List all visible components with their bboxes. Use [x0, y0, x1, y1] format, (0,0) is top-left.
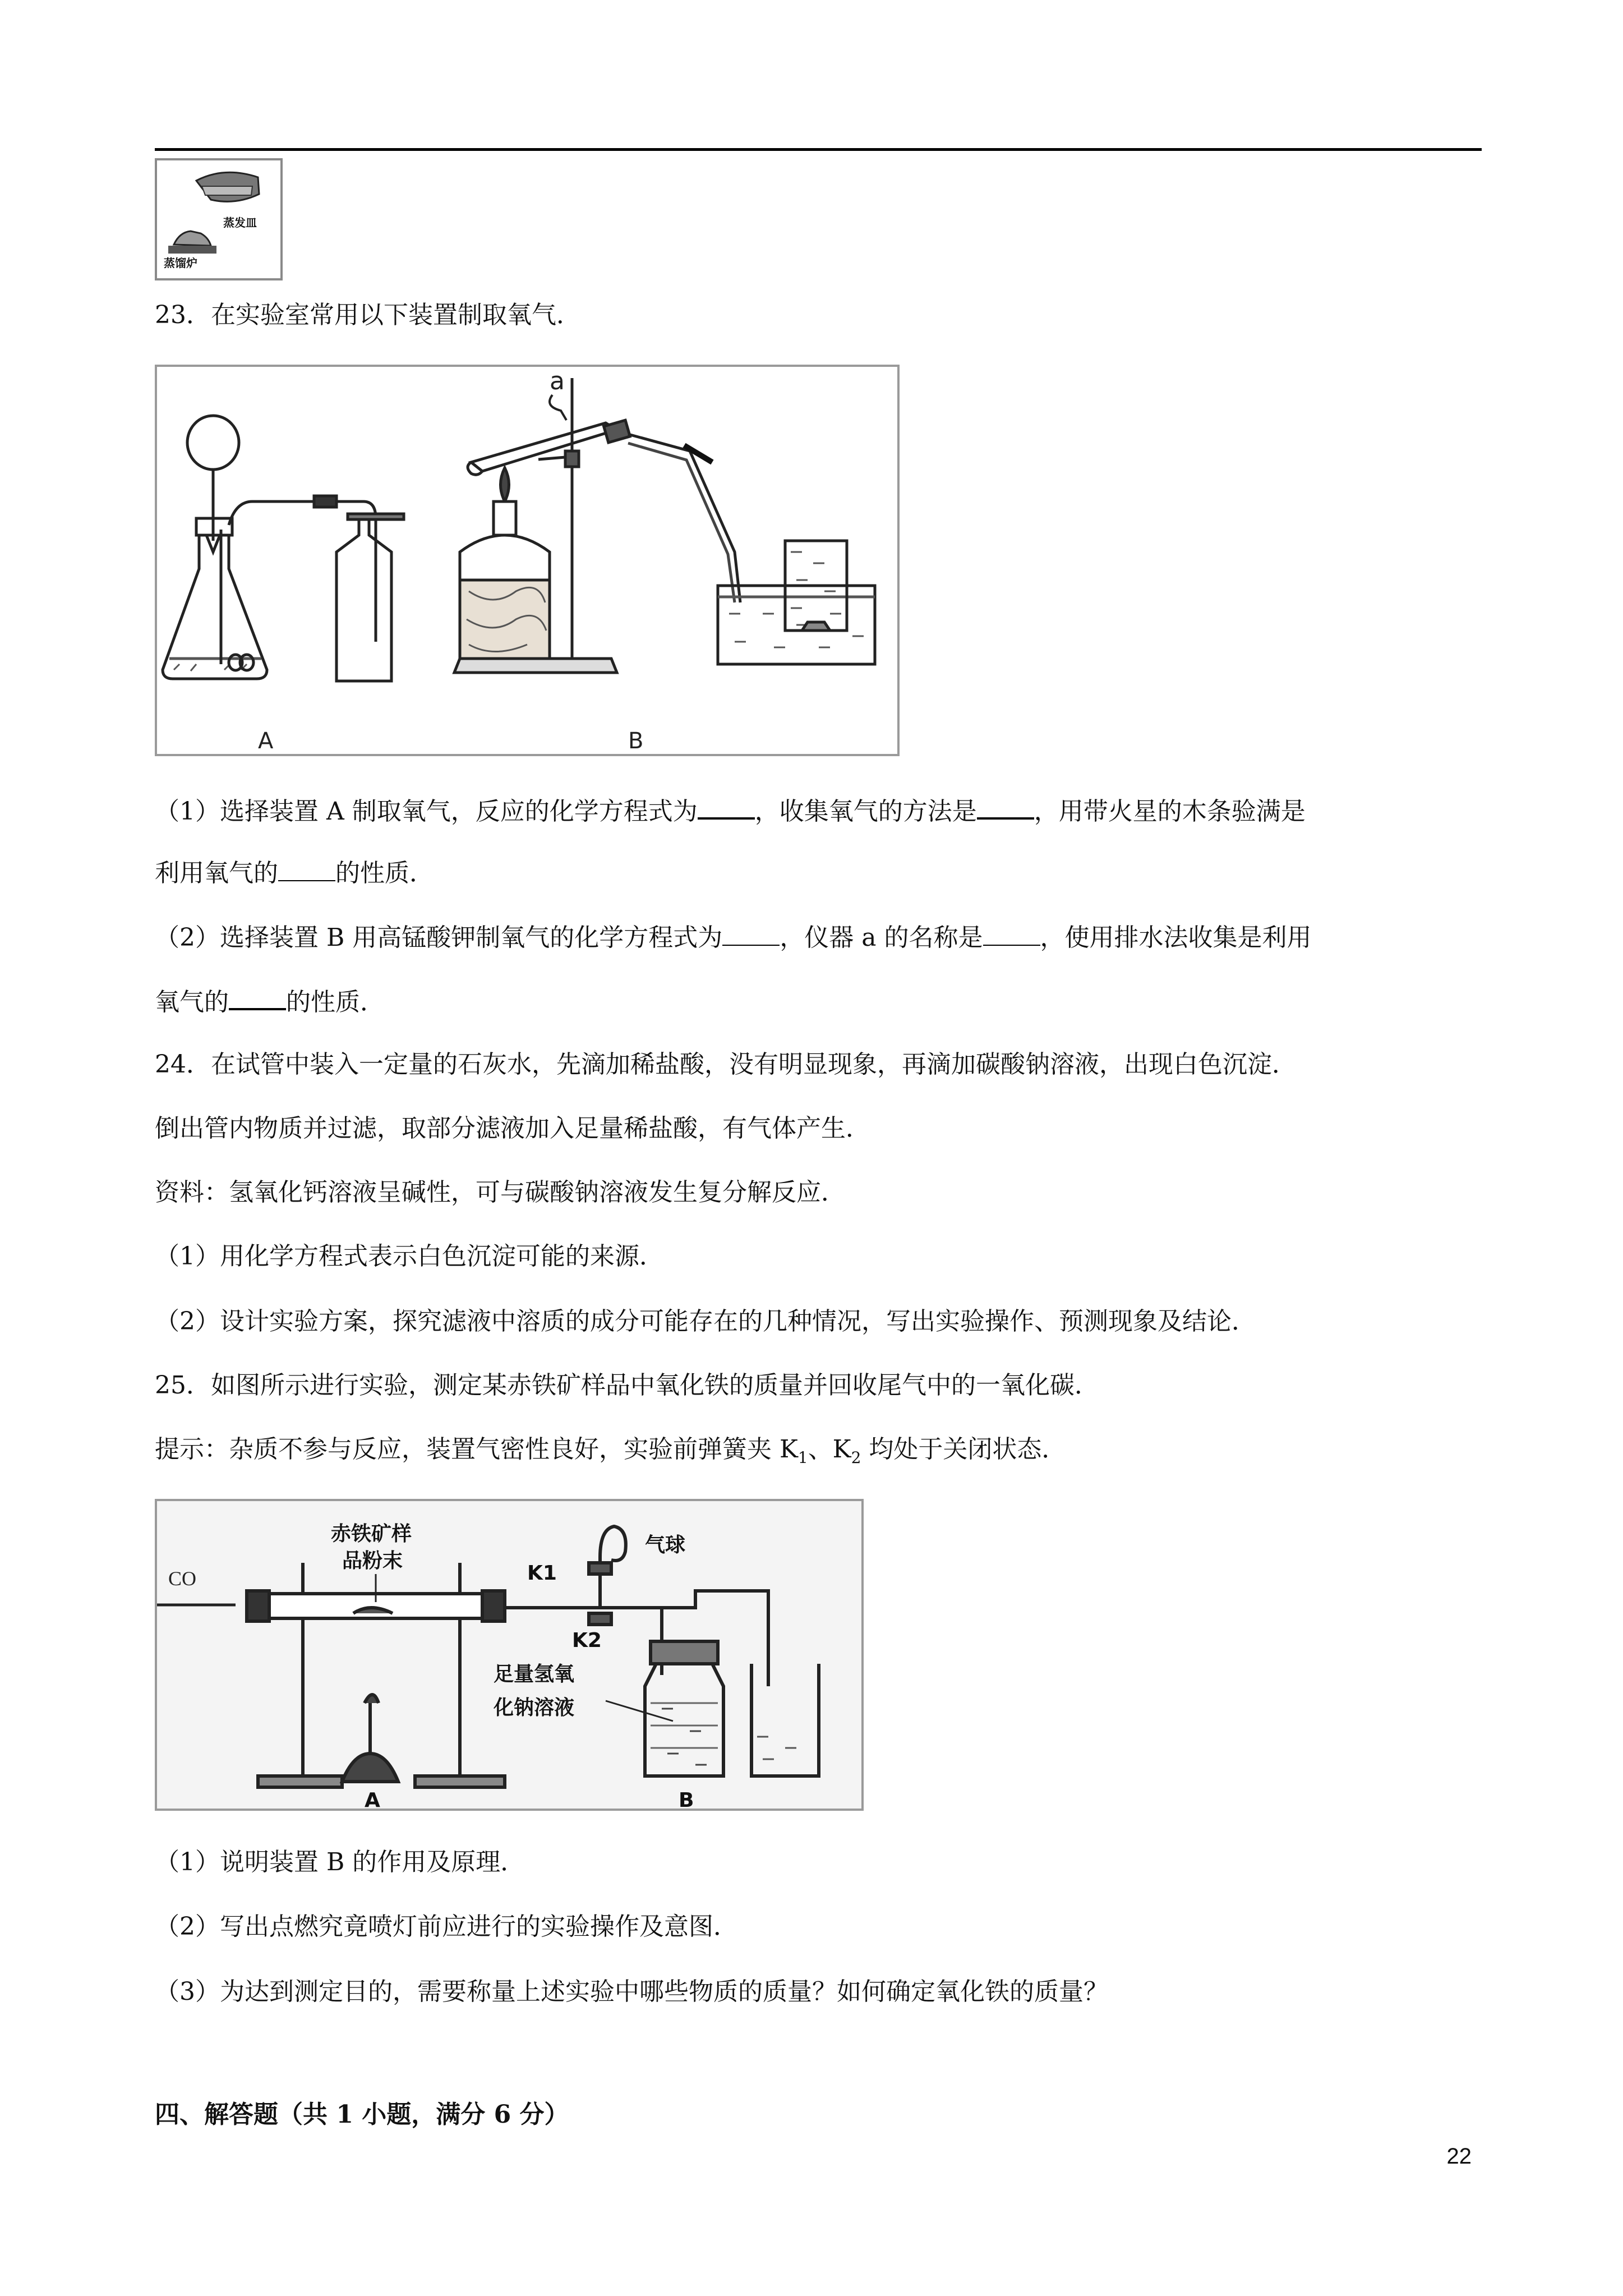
q25-co-label: CO — [168, 1567, 197, 1590]
q23-stem: 23．在实验室常用以下装置制取氧气． — [155, 301, 581, 329]
q23-p2-text-c: ，使用排水法收集是利用 — [1040, 923, 1312, 952]
answer-blank[interactable] — [278, 855, 335, 881]
q25-sample-label-1: 赤铁矿样 — [331, 1522, 412, 1545]
q23-p2-text-b: ，仪器 a 的名称是 — [780, 923, 983, 952]
q25-label-A: A — [365, 1789, 380, 1809]
q23-label-A: A — [258, 728, 274, 754]
q25-sub-1: 1 — [797, 1448, 808, 1467]
q23-part2-line2 — [155, 983, 385, 1019]
q23-p1-text-c: ，用带火星的木条验满是 — [1034, 797, 1306, 826]
q25-line5: （3）为达到测定目的，需要称量上述实验中哪些物质的质量？如何确定氧化铁的质量？ — [155, 1977, 1108, 2006]
q24-line4: （1）用化学方程式表示白色沉淀可能的来源． — [155, 1242, 664, 1271]
q23-p1-text-a: （1）选择装置 A 制取氧气，反应的化学方程式为 — [155, 797, 698, 826]
section-heading: 四、解答题（共 1 小题，满分 6 分） — [155, 2100, 569, 2129]
q23-p1-text-d: 利用氧气的 — [155, 859, 278, 887]
q24-line3: 资料：氢氧化钙溶液呈碱性，可与碳酸钠溶液发生复分解反应． — [155, 1178, 846, 1207]
answer-blank[interactable] — [722, 920, 780, 946]
q24-line2: 倒出管内物质并过滤，取部分滤液加入足量稀盐酸，有气体产生． — [155, 1114, 870, 1143]
q25-sample-label-2: 品粉末 — [342, 1549, 403, 1572]
prev-figure-label-1: 蒸发皿 — [223, 216, 257, 229]
q24-line1: 24．在试管中装入一定量的石灰水，先滴加稀盐酸，没有明显现象，再滴加碳酸钠溶液，出现白色沉淀． — [155, 1050, 1297, 1079]
q23-p1-text-b: ，收集氧气的方法是 — [754, 797, 977, 826]
answer-blank[interactable] — [229, 983, 286, 1010]
q25-line4: （2）写出点燃究竟喷灯前应进行的实验操作及意图． — [155, 1912, 738, 1941]
q25-line2 — [155, 1433, 1066, 1475]
hard-glass-tube-icon — [247, 1574, 505, 1621]
q25-line3: （1）说明装置 B 的作用及原理． — [155, 1848, 525, 1876]
q25-naoh-label-2: 化钠溶液 — [494, 1696, 575, 1719]
q23-p2-text-a: （2）选择装置 B 用高锰酸钾制氧气的化学方程式为 — [155, 923, 723, 952]
q25-hint-a: 提示：杂质不参与反应，装置气密性良好，实验前弹簧夹 K — [155, 1435, 798, 1464]
arrow-a-icon — [550, 395, 566, 420]
q25-k1-label: K1 — [527, 1562, 557, 1585]
q23-p2-text-d: 氧气的 — [155, 988, 229, 1016]
q23-part1-line2 — [155, 855, 434, 890]
alcohol-lamp-icon — [460, 468, 550, 659]
q23-label-a: a — [550, 367, 565, 395]
q23-p1-text-e: 的性质． — [335, 859, 434, 887]
q24-line5: （2）设计实验方案，探究滤液中溶质的成分可能存在的几种情况，写出实验操作、预测现象及结论． — [155, 1307, 1256, 1336]
q25-hint-b: 、K — [808, 1435, 851, 1464]
test-tube-icon — [468, 420, 740, 602]
q25-naoh-label-1: 足量氢氧 — [494, 1663, 575, 1686]
q25-hint-c: 均处于关闭状态． — [861, 1435, 1067, 1464]
water-trough-icon — [718, 541, 875, 664]
q25-apparatus-figure — [155, 1499, 864, 1811]
q25-sub-2: 2 — [851, 1448, 861, 1467]
q23-part1-line1 — [155, 793, 1306, 829]
header-rule — [155, 148, 1482, 151]
q23-part2-line1 — [155, 920, 1312, 955]
gas-collecting-bottle-icon — [336, 513, 404, 681]
naoh-bottle-icon — [645, 1641, 723, 1776]
conical-flask-icon — [163, 416, 267, 679]
q25-k2-label: K2 — [572, 1629, 602, 1652]
alcohol-blast-lamp-icon — [342, 1695, 398, 1782]
answer-blank[interactable] — [977, 793, 1034, 820]
q25-balloon-label: 气球 — [645, 1534, 686, 1557]
prev-question-figure — [155, 158, 283, 280]
beaker-icon — [751, 1664, 819, 1776]
answer-blank[interactable] — [983, 920, 1040, 946]
q23-apparatus-figure — [155, 365, 900, 756]
q23-p2-text-e: 的性质． — [286, 988, 385, 1016]
q23-label-B: B — [628, 728, 644, 754]
page-number: 22 — [1446, 2144, 1472, 2169]
q25-label-B: B — [679, 1789, 694, 1809]
answer-blank[interactable] — [698, 793, 755, 820]
prev-figure-label-2: 蒸馏炉 — [164, 256, 197, 270]
q25-line1: 25．如图所示进行实验，测定某赤铁矿样品中氧化铁的质量并回收尾气中的一氧化碳． — [155, 1371, 1099, 1400]
